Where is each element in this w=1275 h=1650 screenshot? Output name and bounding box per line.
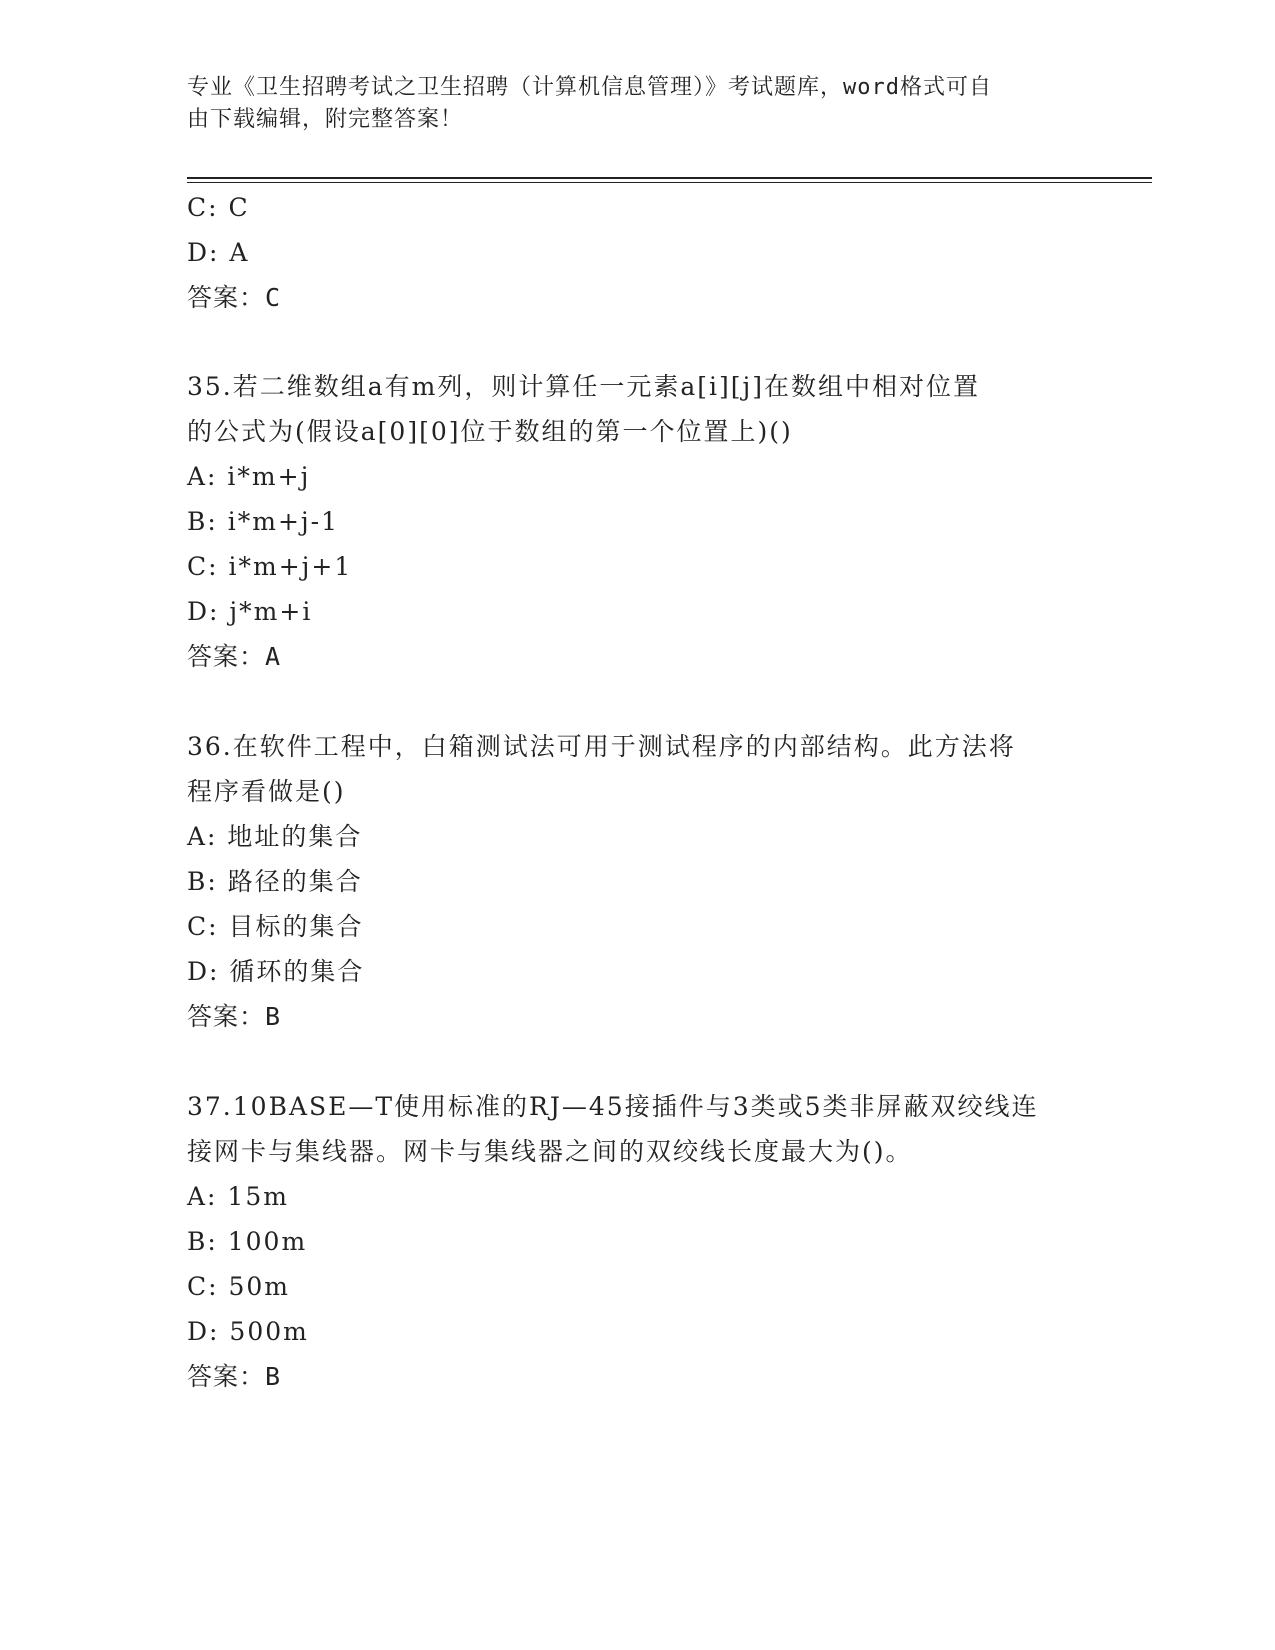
header-line-2: 由下载编辑，附完整答案！	[187, 107, 464, 132]
question-stem-line: 接网卡与集线器。网卡与集线器之间的双绞线长度最大为()。	[187, 1137, 913, 1166]
answer-value: B	[265, 1002, 282, 1031]
answer-value: C	[265, 283, 282, 312]
option-c: C: C	[187, 193, 250, 222]
option-d: D: j*m+i	[187, 597, 313, 626]
answer-label: 答案：	[187, 1362, 266, 1391]
answer-label: 答案：	[187, 1002, 266, 1031]
option-b: B: 100m	[187, 1227, 308, 1256]
question-stem-line: 36.在软件工程中，白箱测试法可用于测试程序的内部结构。此方法将	[187, 732, 1016, 761]
option-d: D: 500m	[187, 1317, 309, 1346]
option-a: A: 15m	[187, 1182, 289, 1211]
option-c: C: 目标的集合	[187, 912, 364, 941]
option-a: A: i*m+j	[187, 462, 311, 491]
option-d: D: 循环的集合	[187, 957, 365, 986]
question-stem-line: 程序看做是()	[187, 777, 346, 806]
option-b: B: i*m+j-1	[187, 507, 339, 536]
header-divider-thick	[187, 177, 1152, 179]
question-stem-line: 37.10BASE—T使用标准的RJ—45接插件与3类或5类非屏蔽双绞线连	[187, 1092, 1039, 1121]
option-c: C: i*m+j+1	[187, 552, 353, 581]
header-line-1: 专业《卫生招聘考试之卫生招聘（计算机信息管理）》考试题库，word格式可自	[187, 75, 992, 100]
answer-value: B	[265, 1362, 282, 1391]
question-stem-line: 的公式为(假设a[0][0]位于数组的第一个位置上)()	[187, 417, 793, 446]
answer-value: A	[265, 642, 282, 671]
option-c: C: 50m	[187, 1272, 291, 1301]
answer-line	[187, 283, 281, 313]
option-a: A: 地址的集合	[187, 822, 363, 851]
question-stem-line: 35.若二维数组a有m列，则计算任一元素a[i][j]在数组中相对位置	[187, 372, 981, 401]
answer-line	[187, 1002, 281, 1032]
document-header	[187, 72, 1067, 136]
option-d: D: A	[187, 238, 250, 267]
answer-label: 答案：	[187, 642, 266, 671]
header-divider-thin	[187, 182, 1152, 183]
answer-label: 答案：	[187, 283, 266, 312]
answer-line	[187, 642, 281, 672]
answer-line	[187, 1362, 281, 1392]
option-b: B: 路径的集合	[187, 867, 363, 896]
